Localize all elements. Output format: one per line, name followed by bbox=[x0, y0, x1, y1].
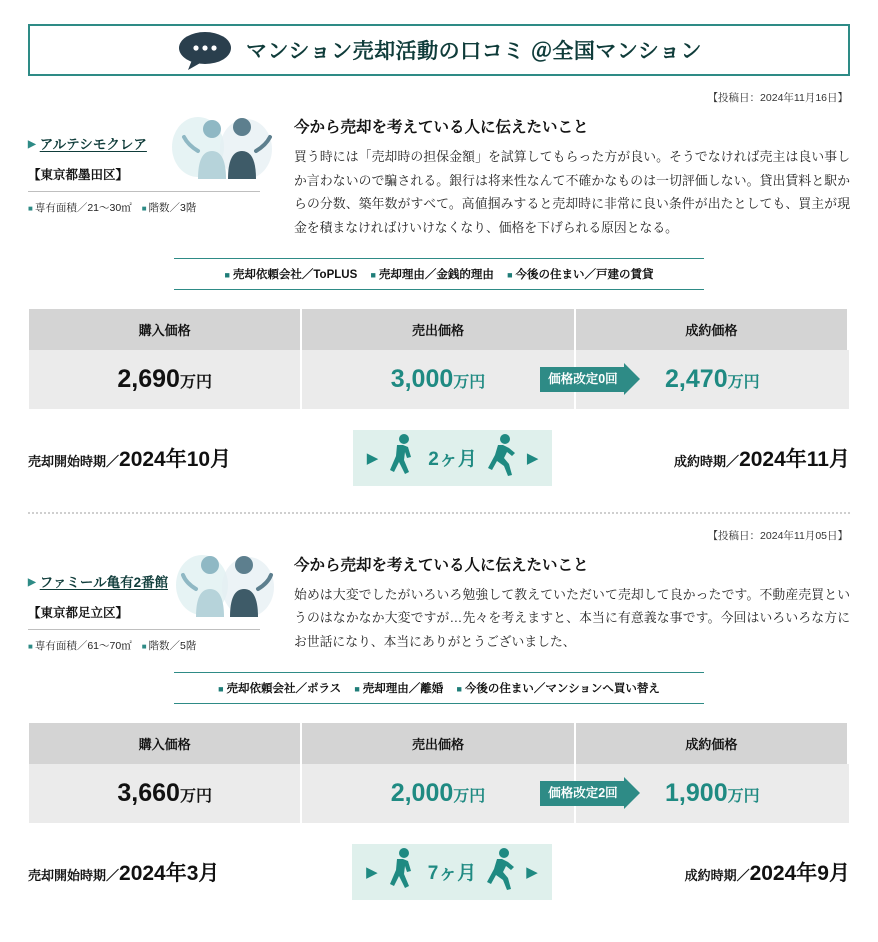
spec-area: ■ 専有面積／61〜70㎡ bbox=[28, 639, 132, 652]
meta-item: ■ 今後の住まい／マンションへ買い替え bbox=[456, 682, 660, 695]
square-bullet-icon: ■ bbox=[507, 269, 513, 280]
listing-price-cell bbox=[302, 764, 618, 823]
purchase-price-value: 3,660万円 bbox=[117, 778, 212, 807]
property-info bbox=[28, 107, 284, 215]
timeline bbox=[28, 430, 850, 486]
people-illustration-icon bbox=[168, 107, 288, 187]
contract-date: 2024年11月 bbox=[739, 447, 850, 471]
square-bullet-icon: ■ bbox=[370, 269, 376, 280]
post-date: 【投稿日：2024年11月05日】 bbox=[707, 529, 848, 542]
listing-price-header: 売出価格 bbox=[302, 309, 575, 350]
page-root bbox=[0, 24, 878, 942]
contract-price-value: 1,900万円 bbox=[665, 778, 760, 807]
purchase-price-header: 購入価格 bbox=[29, 309, 302, 350]
walking-person-icon bbox=[386, 847, 420, 896]
card-top-row bbox=[28, 545, 850, 654]
speech-bubble-icon bbox=[176, 29, 234, 71]
purchase-price-header: 購入価格 bbox=[29, 723, 302, 764]
timeline bbox=[28, 844, 850, 900]
price-revision-badge bbox=[540, 777, 639, 809]
meta-item: ■ 売却理由／金銭的理由 bbox=[370, 268, 494, 281]
contract-price-header: 成約価格 bbox=[576, 309, 849, 350]
listing-price-value: 3,000万円 bbox=[390, 364, 486, 393]
walking-person-icon bbox=[386, 433, 420, 482]
arrow-right-icon: ▶ bbox=[366, 449, 379, 467]
square-bullet-icon: ■ bbox=[28, 641, 33, 651]
sale-start-date: 2024年10月 bbox=[119, 447, 232, 471]
header-inner bbox=[176, 29, 702, 71]
review-card bbox=[0, 528, 878, 900]
page-header bbox=[28, 24, 850, 76]
contract-time-label: 成約時期／ 2024年9月 bbox=[685, 857, 850, 887]
square-bullet-icon: ■ bbox=[354, 683, 360, 694]
advice-text: 始めは大変でしたがいろいろ勉強して教えていただいて売却して良かったです。不動産売買というのはなかなか大変ですが…先々を考えますと、本当に有意義な事です。今回はいろいろな方にお世話になり、本当にありがとうございました、 bbox=[294, 586, 850, 650]
meta-item: ■ 売却理由／離婚 bbox=[354, 682, 444, 695]
meta-item: ■ 売却依頼会社／ToPLUS bbox=[224, 268, 358, 281]
meta-strip bbox=[174, 258, 704, 290]
meta-item: ■ 今後の住まい／戸建の賃貸 bbox=[507, 268, 654, 281]
price-revision-badge bbox=[540, 363, 639, 395]
arrow-right-icon: ▶ bbox=[526, 863, 538, 881]
contract-price-value: 2,470万円 bbox=[665, 364, 760, 393]
arrow-right-icon: ▶ bbox=[526, 449, 539, 467]
duration-value: 2ヶ月 bbox=[428, 449, 477, 471]
triangle-icon: ▶ bbox=[28, 576, 36, 588]
square-bullet-icon: ■ bbox=[141, 204, 147, 214]
sale-start-label: 売却開始時期／ 2024年3月 bbox=[28, 857, 219, 887]
purchase-price-value: 2,690万円 bbox=[117, 364, 212, 393]
square-bullet-icon: ■ bbox=[141, 641, 147, 651]
sale-start-label: 売却開始時期／ 2024年10月 bbox=[28, 443, 231, 473]
advice-heading: 今から売却を考えている人に伝えたいこと bbox=[294, 119, 589, 136]
contract-date: 2024年9月 bbox=[749, 861, 850, 885]
sale-start-date: 2024年3月 bbox=[119, 861, 220, 885]
spec-floor: ■ 階数／5階 bbox=[141, 639, 197, 652]
people-illustration-icon bbox=[168, 545, 288, 625]
timeline-duration bbox=[353, 430, 553, 486]
property-name: ファミール亀有2番館 bbox=[39, 574, 169, 590]
spec-floor: ■ 階数／3階 bbox=[141, 202, 197, 215]
square-bullet-icon: ■ bbox=[218, 683, 224, 694]
card-top-row bbox=[28, 107, 850, 240]
property-specs bbox=[28, 200, 284, 215]
advice-block bbox=[284, 545, 850, 654]
spec-area: ■ 専有面積／21〜30㎡ bbox=[28, 202, 132, 215]
running-person-icon bbox=[484, 847, 518, 896]
price-revision-label: 価格改定0回 bbox=[540, 367, 623, 392]
square-bullet-icon: ■ bbox=[456, 683, 462, 694]
listing-price-value: 2,000万円 bbox=[390, 778, 486, 807]
advice-heading: 今から売却を考えている人に伝えたいこと bbox=[294, 556, 589, 574]
listing-price-header: 売出価格 bbox=[302, 723, 575, 764]
arrow-right-icon bbox=[624, 777, 640, 809]
price-revision-label: 価格改定2回 bbox=[540, 781, 623, 806]
property-info bbox=[28, 545, 284, 653]
contract-time-label: 成約時期／ 2024年11月 bbox=[674, 443, 850, 473]
meta-item: ■ 売却依頼会社／ポラス bbox=[218, 682, 342, 695]
purchase-price-cell bbox=[29, 764, 302, 823]
price-table bbox=[28, 308, 850, 410]
square-bullet-icon: ■ bbox=[224, 269, 230, 280]
running-person-icon bbox=[485, 433, 519, 482]
post-date: 【投稿日：2024年11月16日】 bbox=[707, 92, 848, 104]
timeline-duration bbox=[352, 844, 552, 900]
meta-strip bbox=[174, 672, 704, 704]
duration-value: 7ヶ月 bbox=[427, 863, 477, 885]
advice-text: 買う時には「売却時の担保金額」を試算してもらった方が良い。そうでなければ売主は良い事しか言わないので騙される。銀行は将来性なんて不確かなものは一切評価しない。貸出賃料と駅からの分数、築年数がすべて。高値掴みすると売却時に非常に良い条件が出たとしても、買主が現金を積まなければけいけなくなり、価格を下げられる原因となる。 bbox=[294, 149, 851, 236]
price-table bbox=[28, 722, 850, 824]
property-ward: 【東京都墨田区】 bbox=[28, 165, 260, 192]
arrow-right-icon: ▶ bbox=[366, 863, 378, 881]
page-title: マンション売却活動の口コミ ＠全国マンション bbox=[246, 40, 702, 63]
advice-block bbox=[284, 107, 850, 240]
listing-price-cell bbox=[302, 350, 618, 409]
property-specs bbox=[28, 638, 284, 653]
contract-price-header: 成約価格 bbox=[576, 723, 849, 764]
square-bullet-icon: ■ bbox=[28, 204, 33, 214]
property-ward: 【東京都足立区】 bbox=[28, 603, 260, 630]
review-card bbox=[0, 90, 878, 486]
card-divider bbox=[28, 512, 850, 514]
purchase-price-cell bbox=[29, 350, 302, 409]
property-name: アルテシモクレア bbox=[39, 137, 147, 152]
triangle-icon: ▶ bbox=[28, 139, 36, 150]
arrow-right-icon bbox=[624, 363, 640, 395]
